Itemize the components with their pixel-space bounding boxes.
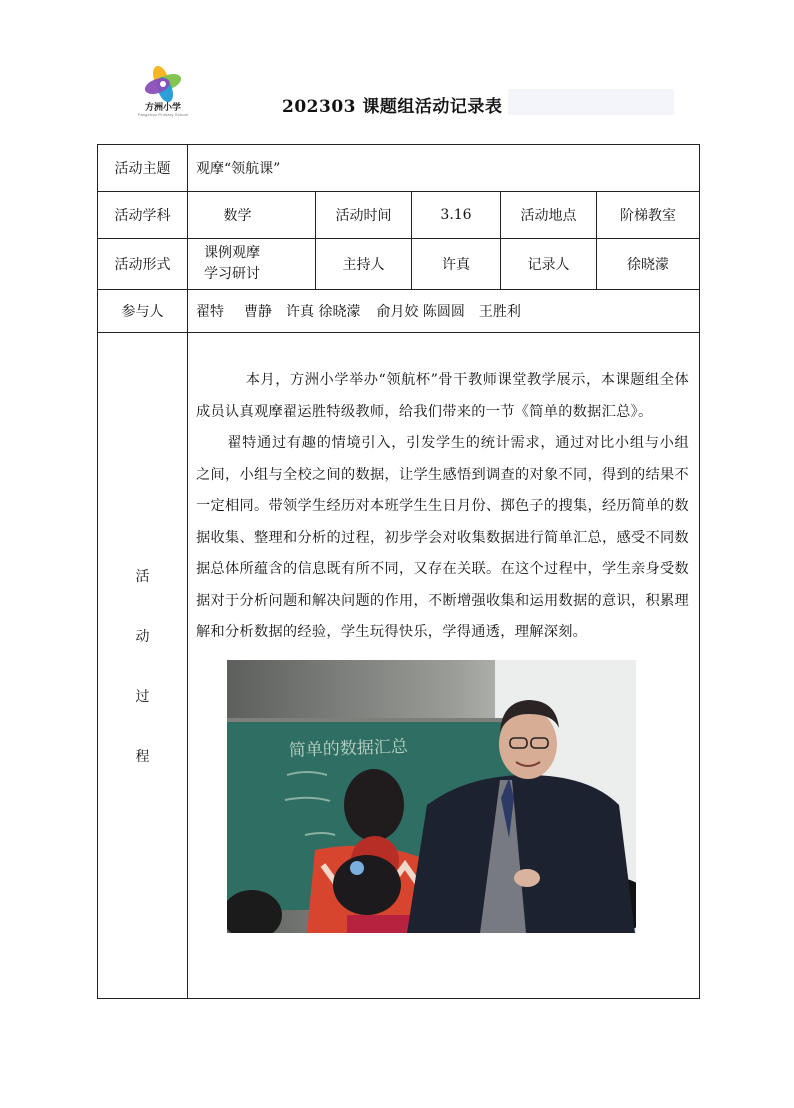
form-label: 活动形式 xyxy=(98,239,188,290)
process-label xyxy=(98,333,188,999)
host-label: 主持人 xyxy=(316,239,412,290)
participant: 王胜利 xyxy=(478,304,521,320)
subject-value: 数学 xyxy=(188,192,316,239)
lesson-photo xyxy=(227,660,636,933)
recorder-label: 记录人 xyxy=(501,239,597,290)
participant: 俞月姣 陈圆圆 xyxy=(376,304,465,320)
form-value: 课例观摩 xyxy=(204,245,260,261)
participants-label: 参与人 xyxy=(98,290,188,333)
record-table xyxy=(97,144,700,999)
title-highlight xyxy=(508,89,674,115)
form-values xyxy=(188,239,316,290)
host-value: 许真 xyxy=(412,239,501,290)
process-label-char: 动 xyxy=(135,628,150,645)
participant: 曹静 xyxy=(244,304,272,320)
subject-label: 活动学科 xyxy=(98,192,188,239)
process-content xyxy=(188,333,700,999)
place-value: 阶梯教室 xyxy=(597,192,700,239)
process-label-char: 程 xyxy=(135,748,150,765)
form-value: 学习研讨 xyxy=(204,266,260,282)
board-text: 简单的数据汇总 xyxy=(288,736,409,761)
process-label-char: 过 xyxy=(135,688,150,705)
place-label: 活动地点 xyxy=(501,192,597,239)
process-label-char: 活 xyxy=(135,568,150,585)
participants-list xyxy=(188,290,700,333)
school-name: 方洲小学 xyxy=(144,103,181,113)
school-name-en: Fangzhou Primary School xyxy=(137,112,189,117)
participant: 翟特 xyxy=(196,304,224,320)
recorder-value: 徐晓濛 xyxy=(597,239,700,290)
process-paragraph: 本月，方洲小学举办“领航杯”骨干教师课堂教学展示，本课题组全体成员认真观摩翟运胜特级教师，给我们带来的一节《简单的数据汇总》。 xyxy=(196,372,690,420)
time-label: 活动时间 xyxy=(316,192,412,239)
document-title: 202303 课题组活动记录表 xyxy=(282,97,503,117)
participant: 许真 徐晓濛 xyxy=(286,304,361,320)
theme-label: 活动主题 xyxy=(98,145,188,192)
process-paragraph: 翟特通过有趣的情境引入，引发学生的统计需求，通过对比小组与小组之间，小组与全校之间的数据，让学生感悟到调查的对象不同，得到的结果不一定相同。带领学生经历对本班学生生日月份、掷色子的搜集，经历简单的数据收集、整理和分析的过程，初步学会对收集数据进行简单汇总，感受不同数据总体所蕴含的信息既有所不同，又存在关联。在这个过程中，学生亲身受数据对于分析问题和解决问题的作用，不断增强收集和运用数据的意识，积累理解和分析数据的经验，学生玩得快乐，学得通透，理解深刻。 xyxy=(196,435,690,640)
time-value: 3.16 xyxy=(412,192,501,239)
theme-value: 观摩“领航课” xyxy=(188,145,700,192)
